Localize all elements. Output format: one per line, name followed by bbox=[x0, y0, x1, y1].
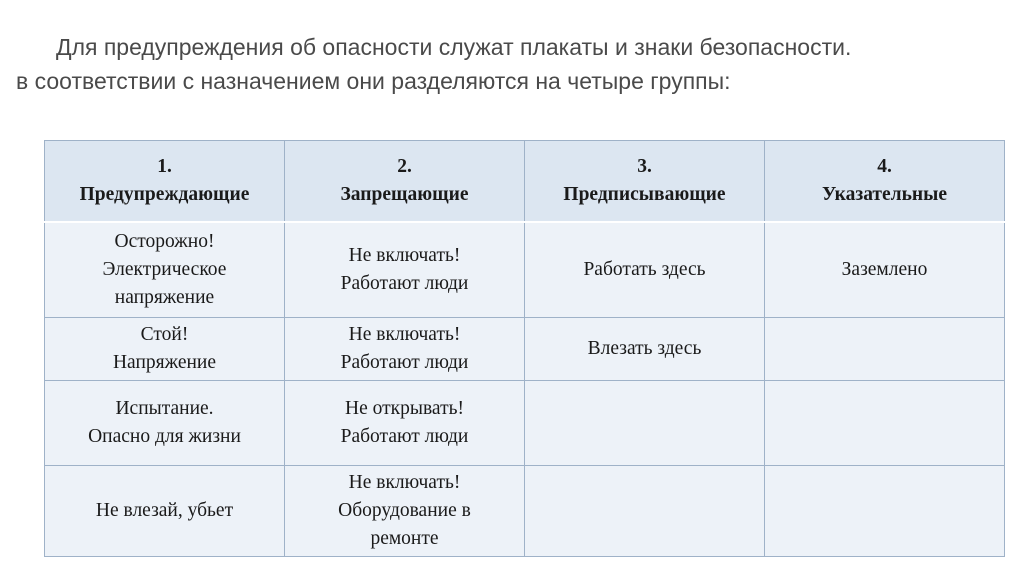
cell-line: Осторожно! bbox=[114, 231, 215, 252]
table-cell bbox=[765, 222, 1005, 318]
header-indicative bbox=[765, 141, 1005, 223]
cell-line: Не открывать! bbox=[345, 398, 464, 419]
cell-line: Заземлено bbox=[841, 259, 928, 280]
header-number: 2. bbox=[397, 156, 412, 177]
cell-line: Напряжение bbox=[112, 352, 217, 373]
table-cell bbox=[45, 381, 285, 466]
table-cell bbox=[285, 381, 525, 466]
cell-line: Не включать! bbox=[348, 324, 461, 345]
cell-line: Не включать! bbox=[348, 245, 461, 266]
intro-line-2: в соответствии с назначением они разделяются на четыре группы: bbox=[16, 68, 731, 94]
cell-line: Не включать! bbox=[348, 472, 461, 493]
header-prohibiting bbox=[285, 141, 525, 223]
table-cell bbox=[45, 222, 285, 318]
table-cell bbox=[525, 318, 765, 381]
table-row bbox=[45, 222, 1005, 318]
safety-signs-table bbox=[44, 140, 1005, 557]
cell-line: Работают люди bbox=[340, 273, 469, 294]
table-cell bbox=[45, 466, 285, 557]
cell-line: напряжение bbox=[114, 287, 215, 308]
cell-line: Опасно для жизни bbox=[88, 426, 241, 447]
table-cell-empty bbox=[525, 381, 765, 466]
cell-line: Не влезай, убьет bbox=[95, 500, 234, 521]
table-row bbox=[45, 381, 1005, 466]
table-cell-empty bbox=[765, 381, 1005, 466]
header-warning bbox=[45, 141, 285, 223]
table-cell bbox=[525, 222, 765, 318]
header-title: Предписывающие bbox=[563, 184, 726, 205]
table-cell bbox=[285, 222, 525, 318]
cell-line: Стой! bbox=[140, 324, 189, 345]
intro-text bbox=[16, 30, 1016, 98]
table-cell-empty bbox=[765, 466, 1005, 557]
header-title: Запрещающие bbox=[340, 184, 469, 205]
cell-line: Работают люди bbox=[340, 352, 469, 373]
header-title: Предупреждающие bbox=[79, 184, 250, 205]
intro-line-1: Для предупреждения об опасности служат плакаты и знаки безопасности. bbox=[56, 34, 852, 60]
table-header-row bbox=[45, 141, 1005, 223]
table-cell bbox=[285, 318, 525, 381]
header-title: Указательные bbox=[821, 184, 948, 205]
cell-line: Работают люди bbox=[340, 426, 469, 447]
table-cell bbox=[285, 466, 525, 557]
table-cell-empty bbox=[765, 318, 1005, 381]
header-number: 3. bbox=[637, 156, 652, 177]
cell-line: Оборудование в bbox=[338, 500, 471, 521]
table-row bbox=[45, 318, 1005, 381]
header-prescriptive bbox=[525, 141, 765, 223]
table-cell bbox=[45, 318, 285, 381]
cell-line: Работать здесь bbox=[583, 259, 706, 280]
header-number: 1. bbox=[157, 156, 172, 177]
cell-line: Испытание. bbox=[115, 398, 214, 419]
cell-line: Электрическое bbox=[102, 259, 227, 280]
table-row bbox=[45, 466, 1005, 557]
cell-line: Влезать здесь bbox=[587, 338, 702, 359]
table-cell-empty bbox=[525, 466, 765, 557]
cell-line: ремонте bbox=[370, 528, 439, 549]
header-number: 4. bbox=[877, 156, 892, 177]
